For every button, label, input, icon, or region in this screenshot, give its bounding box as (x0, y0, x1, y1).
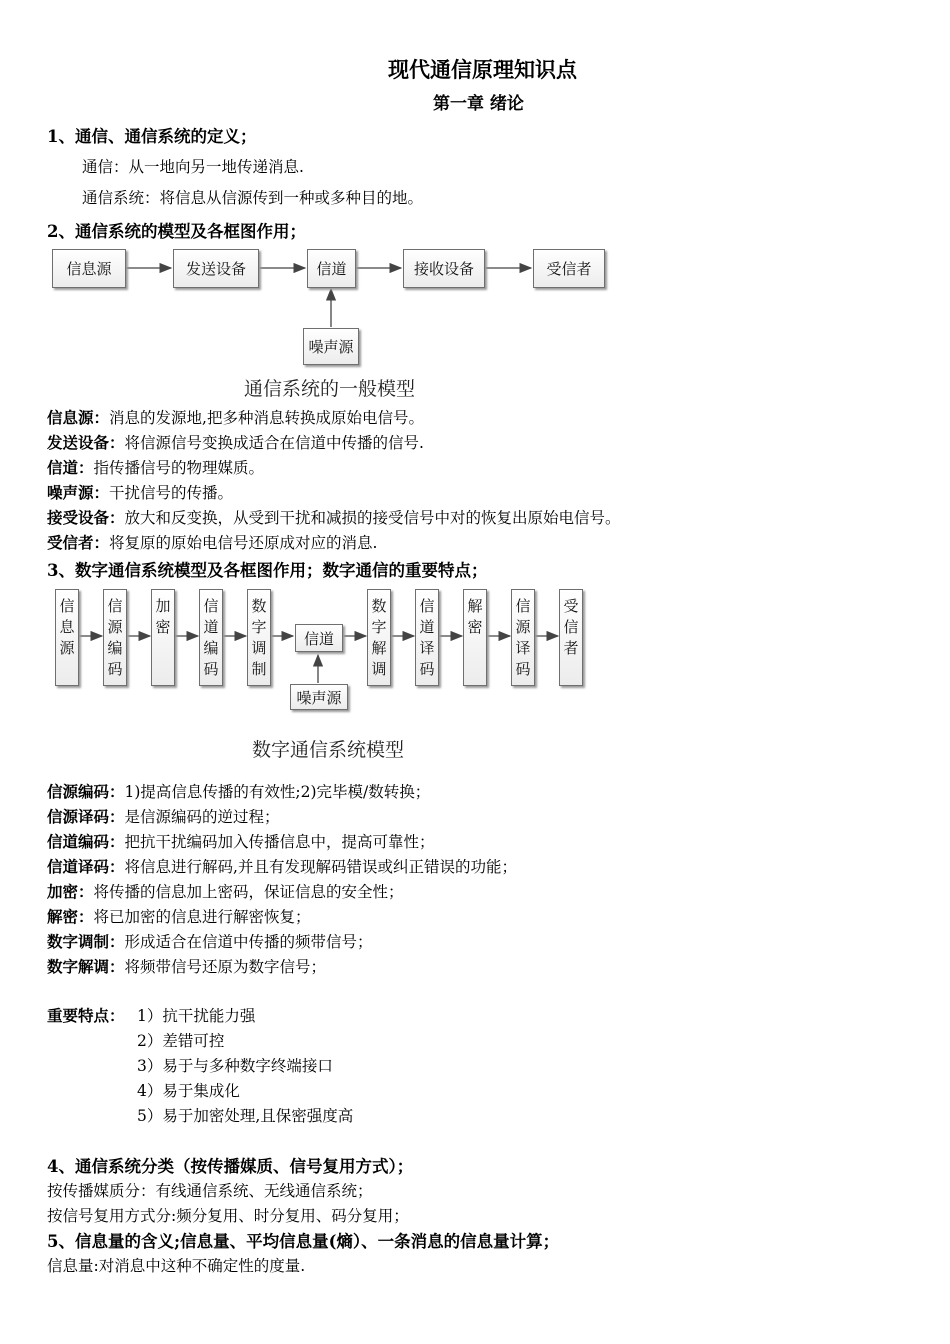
section-2-heading: 2、通信系统的模型及各框图作用； (47, 222, 306, 241)
s3-def-4: 信道译码：将信息进行解码,并且有发现解码错误或纠正错误的功能； (47, 857, 517, 876)
s2-def-3: 信道：指传播信号的物理媒质。 (47, 458, 265, 477)
s3-def-7: 数字调制：形成适合在信道中传播的频带信号； (47, 932, 373, 951)
diagram-1-caption: 通信系统的一般模型 (244, 378, 416, 400)
s2-def-4: 噪声源：干扰信号的传播。 (47, 483, 234, 502)
s3-def-8: 数字解调：将频带信号还原为数字信号； (47, 957, 327, 976)
section-1-heading: 1、通信、通信系统的定义； (47, 127, 257, 146)
block-receiver: 接收设备 (403, 249, 485, 288)
dblock-information-source: 信 息 源 (55, 589, 79, 686)
dblock-digital-demodulation: 数 字 解 调 (367, 589, 391, 686)
dblock-source-decoding: 信 源 译 码 (511, 589, 535, 686)
dblock-source-encoding: 信 源 编 码 (103, 589, 127, 686)
block-transmitter: 发送设备 (173, 249, 259, 288)
feature-5: 5）易于加密处理,且保密强度高 (137, 1107, 354, 1125)
feature-2: 2）差错可控 (137, 1032, 225, 1050)
s3-def-5: 加密：将传播的信息加上密码，保证信息的安全性； (47, 882, 404, 901)
dblock-digital-modulation: 数 字 调 制 (247, 589, 271, 686)
s3-def-3: 信道编码：把抗干扰编码加入传播信息中，提高可靠性； (47, 832, 435, 851)
s2-def-6: 受信者：将复原的原始电信号还原成对应的消息. (47, 533, 378, 552)
section-3-heading: 3、数字通信系统模型及各框图作用；数字通信的重要特点； (47, 561, 488, 580)
s2-def-2: 发送设备：将信源信号变换成适合在信道中传播的信号. (47, 433, 424, 452)
block-information-source: 信息源 (52, 249, 126, 288)
s2-def-1: 信息源：消息的发源地,把多种消息转换成原始电信号。 (47, 408, 424, 427)
dblock-encryption: 加 密 (151, 589, 175, 686)
section-5-heading: 5、信息量的含义;信息量、平均信息量(熵）、一条消息的信息量计算； (47, 1232, 560, 1251)
s1-line-2: 通信系统：将信息从信源传到一种或多种目的地。 (82, 189, 424, 207)
page-title: 现代通信原理知识点 (388, 57, 577, 82)
block-noise-source: 噪声源 (303, 328, 359, 365)
dblock-channel-encoding: 信 道 编 码 (199, 589, 223, 686)
dblock-noise-source: 噪声源 (290, 684, 348, 710)
block-channel: 信道 (307, 249, 356, 288)
dblock-decryption: 解 密 (463, 589, 487, 686)
s4-line-2: 按信号复用方式分:频分复用、时分复用、码分复用； (47, 1207, 409, 1225)
feature-3: 3）易于与多种数字终端接口 (137, 1057, 333, 1075)
chapter-title: 第一章 绪论 (433, 94, 524, 114)
s5-line-1: 信息量:对消息中这种不确定性的度量. (47, 1257, 306, 1275)
diagram-2-caption: 数字通信系统模型 (252, 739, 405, 761)
s3-def-1: 信源编码：1)提高信息传播的有效性;2)完毕模/数转换； (47, 782, 431, 801)
block-destination: 受信者 (533, 249, 605, 288)
feature-4: 4）易于集成化 (137, 1082, 240, 1100)
features-label: 重要特点： (47, 1006, 125, 1025)
feature-1: 1）抗干扰能力强 (137, 1007, 256, 1025)
dblock-destination: 受 信 者 (559, 589, 583, 686)
s4-line-1: 按传播媒质分：有线通信系统、无线通信系统； (47, 1182, 373, 1200)
s1-line-1: 通信：从一地向另一地传递消息. (82, 158, 304, 176)
dblock-channel: 信道 (295, 624, 343, 652)
s3-def-2: 信源译码：是信源编码的逆过程； (47, 807, 280, 826)
section-4-heading: 4、通信系统分类（按传播媒质、信号复用方式）； (47, 1157, 414, 1176)
dblock-channel-decoding: 信 道 译 码 (415, 589, 439, 686)
s3-def-6: 解密：将已加密的信息进行解密恢复； (47, 907, 311, 926)
s2-def-5: 接受设备：放大和反变换，从受到干扰和减损的接受信号中对的恢复出原始电信号。 (47, 508, 621, 527)
